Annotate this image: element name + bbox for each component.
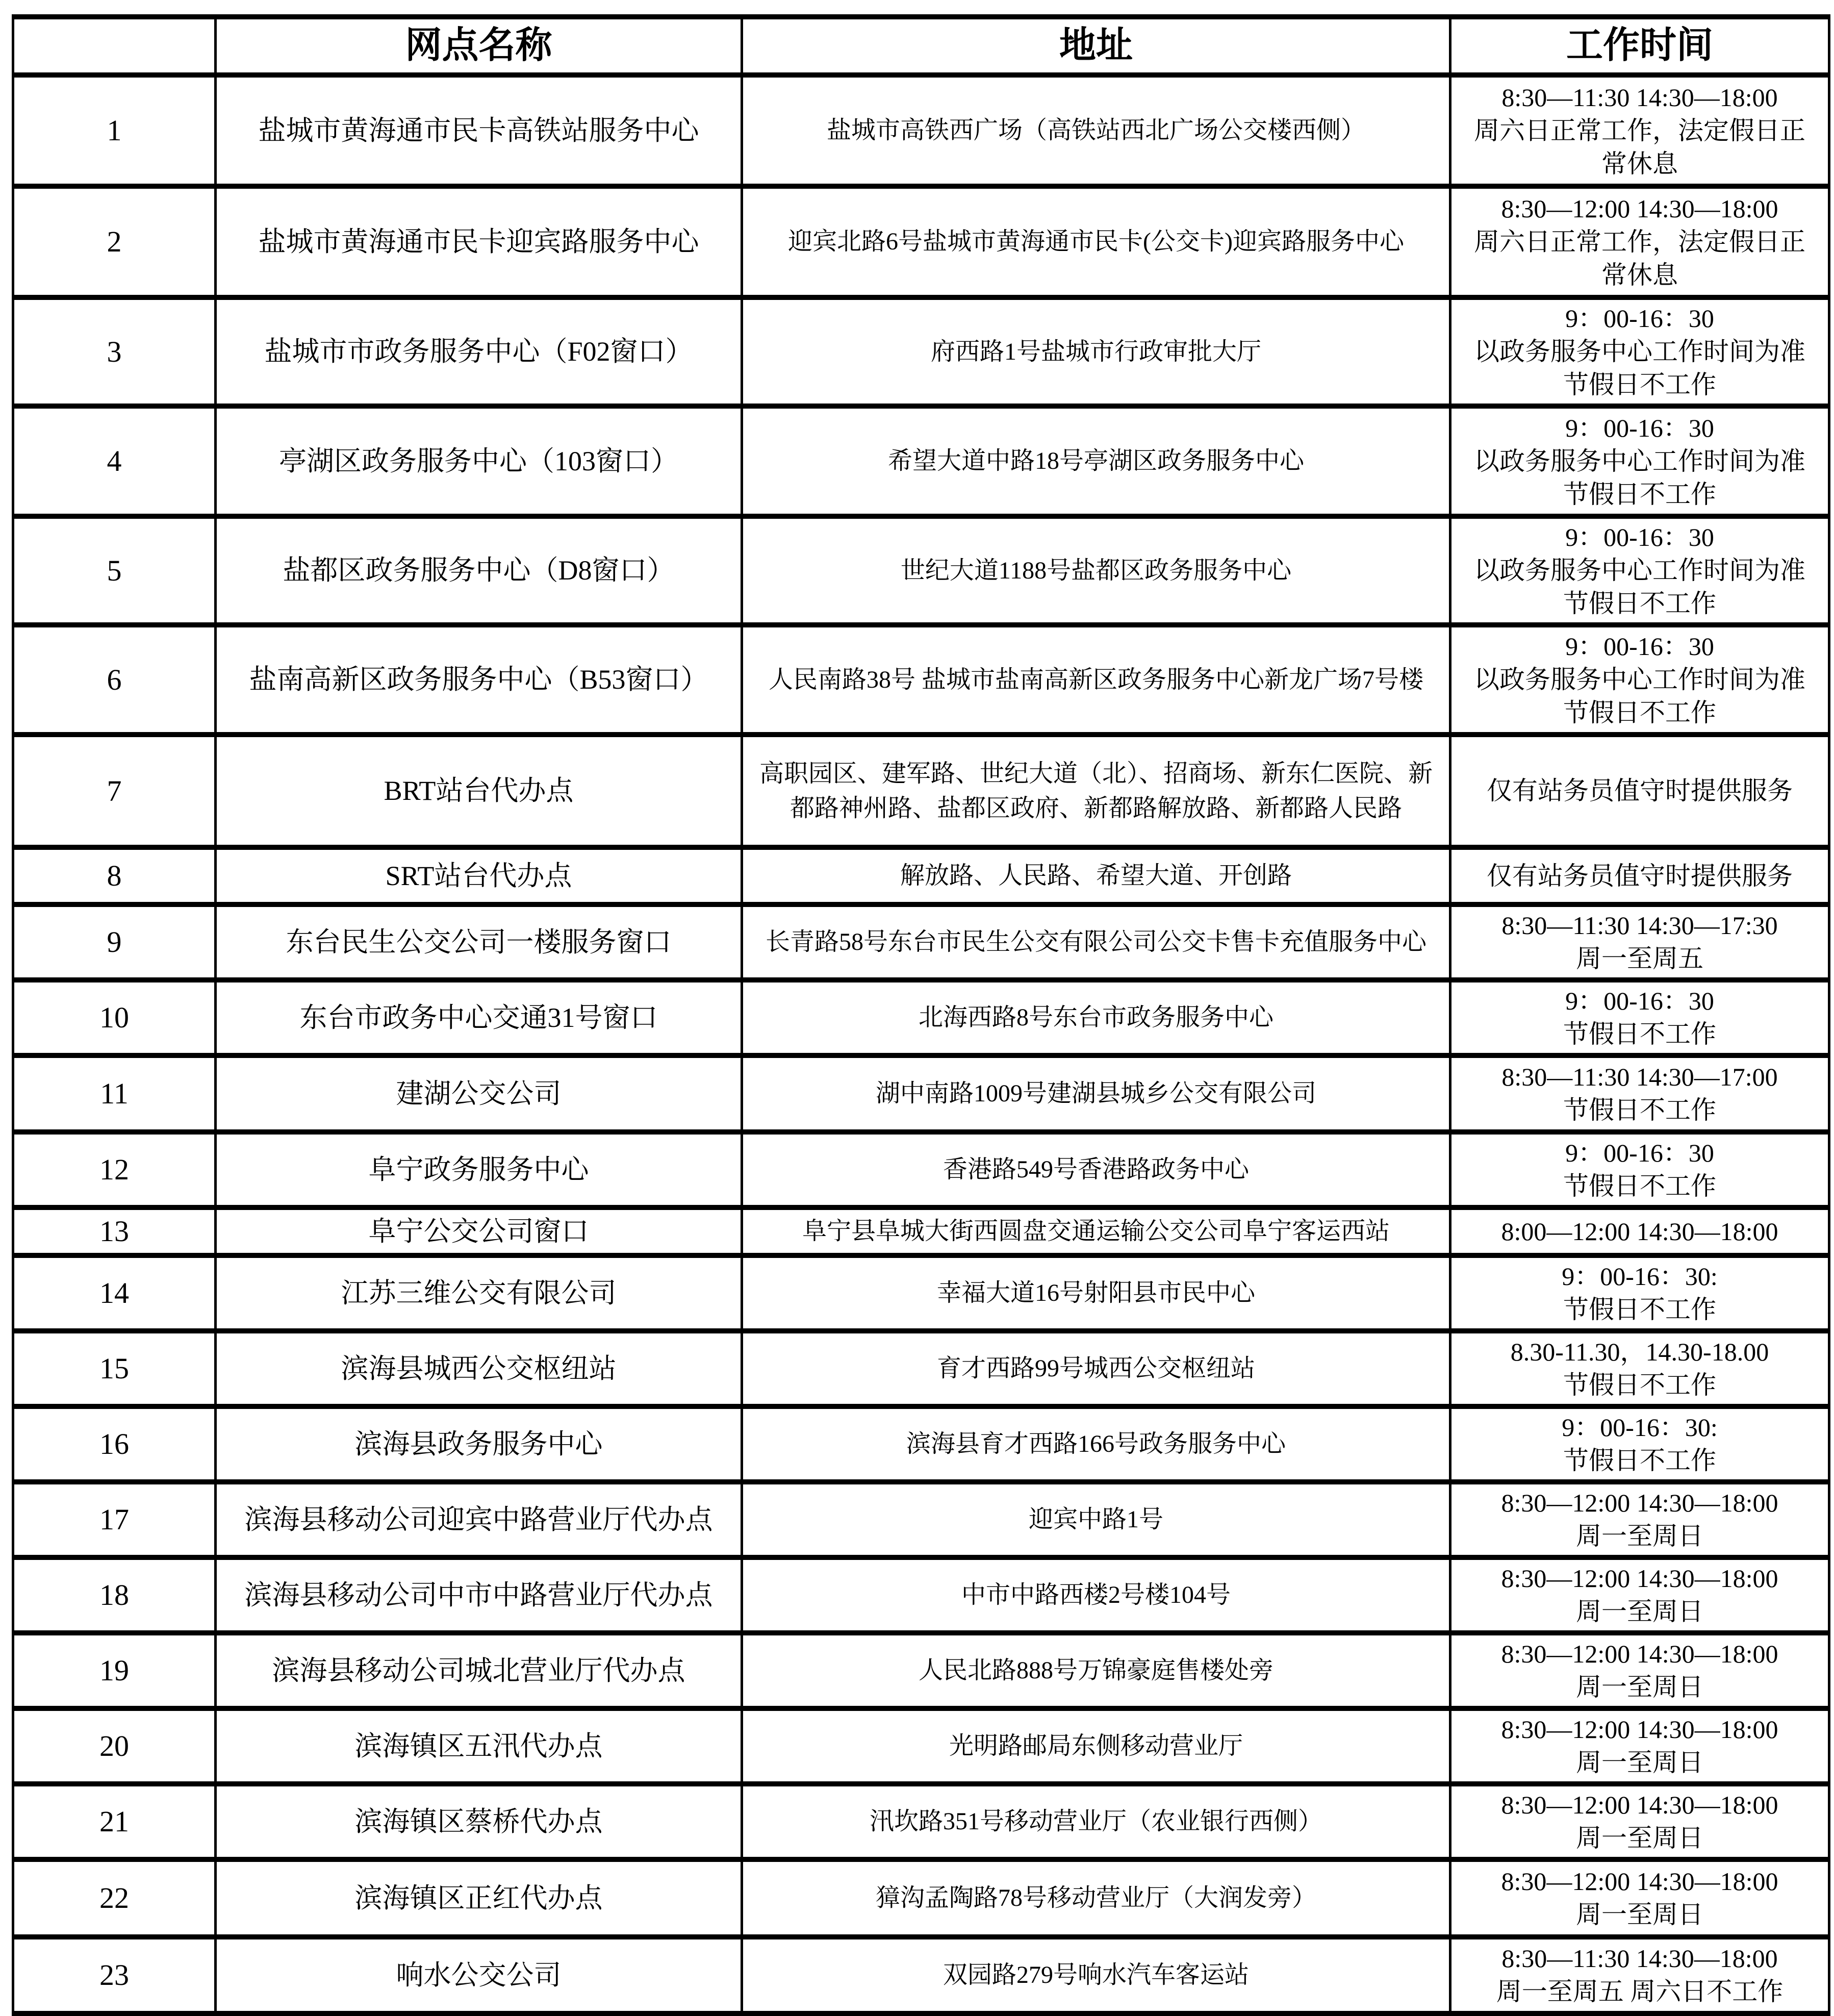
working-hours-cell — [1450, 847, 1829, 904]
row-number-cell: 5 — [13, 516, 216, 625]
working-hours-cell — [1450, 980, 1829, 1055]
working-hours-cell — [1450, 1132, 1829, 1207]
hours-line: 以政务服务中心工作时间为准 — [1474, 337, 1805, 366]
table-row — [13, 1255, 1829, 1331]
row-number-cell: 7 — [13, 735, 216, 847]
table-row — [13, 1132, 1829, 1207]
hours-line: 8:30—11:30 14:30—18:00 — [1501, 83, 1778, 112]
address-cell: 迎宾中路1号 — [742, 1482, 1450, 1557]
header-working-hours: 工作时间 — [1450, 17, 1829, 75]
row-number-cell: 14 — [13, 1255, 216, 1331]
working-hours-cell — [1450, 1937, 1829, 2013]
hours-line: 9：00-16：30: — [1562, 1262, 1718, 1291]
working-hours-cell — [1450, 1331, 1829, 1406]
row-number-cell: 4 — [13, 406, 216, 516]
working-hours-cell — [1450, 297, 1829, 406]
address-cell: 盐城市高铁西广场（高铁站西北广场公交楼西侧） — [742, 75, 1450, 186]
address-cell: 人民北路888号万锦豪庭售楼处旁 — [742, 1633, 1450, 1708]
hours-line: 周一至周日 — [1576, 1597, 1703, 1626]
row-number-cell: 9 — [13, 904, 216, 980]
table-row — [13, 1055, 1829, 1132]
table-body — [13, 75, 1829, 2013]
table-row — [13, 1633, 1829, 1708]
branch-name-cell: 滨海镇区正红代办点 — [216, 1859, 742, 1937]
row-number-cell: 6 — [13, 625, 216, 735]
hours-line: 节假日不工作 — [1563, 1172, 1716, 1200]
hours-line: 9：00-16：30 — [1565, 632, 1714, 661]
header-address: 地址 — [742, 17, 1450, 75]
row-number-cell: 22 — [13, 1859, 216, 1937]
address-cell: 光明路邮局东侧移动营业厅 — [742, 1708, 1450, 1784]
hours-line: 8.30-11.30，14.30-18.00 — [1510, 1338, 1769, 1366]
hours-line: 周一至周五 周六日不工作 — [1496, 1977, 1784, 2006]
branch-name-cell: 亭湖区政务服务中心（103窗口） — [216, 406, 742, 516]
hours-line: 节假日不工作 — [1563, 480, 1716, 509]
row-number-cell: 18 — [13, 1557, 216, 1633]
branch-name-cell: 盐南高新区政务服务中心（B53窗口） — [216, 625, 742, 735]
address-cell: 幸福大道16号射阳县市民中心 — [742, 1255, 1450, 1331]
address-cell: 香港路549号香港路政务中心 — [742, 1132, 1450, 1207]
address-cell: 汛坎路351号移动营业厅（农业银行西侧） — [742, 1784, 1450, 1859]
header-branch-name: 网点名称 — [216, 17, 742, 75]
table-row — [13, 904, 1829, 980]
working-hours-cell — [1450, 1482, 1829, 1557]
working-hours-cell — [1450, 904, 1829, 980]
branch-name-cell: 滨海县移动公司迎宾中路营业厅代办点 — [216, 1482, 742, 1557]
header-row-number — [13, 17, 216, 75]
table-row — [13, 1708, 1829, 1784]
row-number-cell: 1 — [13, 75, 216, 186]
table-row — [13, 186, 1829, 297]
table-row — [13, 1859, 1829, 1937]
working-hours-cell — [1450, 1859, 1829, 1937]
branch-name-cell: 盐城市市政务服务中心（F02窗口） — [216, 297, 742, 406]
hours-line: 8:30—11:30 14:30—17:30 — [1501, 911, 1778, 940]
table-row — [13, 1482, 1829, 1557]
table-header — [13, 17, 1829, 75]
branch-name-cell: 滨海县政务服务中心 — [216, 1406, 742, 1482]
hours-line: 8:30—12:00 14:30—18:00 — [1501, 1489, 1778, 1517]
branch-name-cell: 滨海镇区五汛代办点 — [216, 1708, 742, 1784]
working-hours-cell — [1450, 186, 1829, 297]
hours-line: 周一至周日 — [1576, 1824, 1703, 1852]
address-cell: 人民南路38号 盐城市盐南高新区政务服务中心新龙广场7号楼 — [742, 625, 1450, 735]
row-number-cell: 13 — [13, 1207, 216, 1255]
row-number-cell: 3 — [13, 297, 216, 406]
hours-line: 8:30—12:00 14:30—18:00 — [1501, 194, 1778, 223]
table-row — [13, 1784, 1829, 1859]
branch-name-cell: 滨海县移动公司城北营业厅代办点 — [216, 1633, 742, 1708]
branch-name-cell: 盐城市黄海通市民卡迎宾路服务中心 — [216, 186, 742, 297]
address-cell: 育才西路99号城西公交枢纽站 — [742, 1331, 1450, 1406]
hours-line: 9：00-16：30 — [1565, 987, 1714, 1015]
table-row — [13, 1331, 1829, 1406]
hours-line: 8:30—12:00 14:30—18:00 — [1501, 1564, 1778, 1593]
branch-name-cell: 滨海县城西公交枢纽站 — [216, 1331, 742, 1406]
row-number-cell: 17 — [13, 1482, 216, 1557]
table-row — [13, 1207, 1829, 1255]
address-cell: 双园路279号响水汽车客运站 — [742, 1937, 1450, 2013]
address-cell: 府西路1号盐城市行政审批大厅 — [742, 297, 1450, 406]
row-number-cell: 23 — [13, 1937, 216, 2013]
branch-name-cell: 建湖公交公司 — [216, 1055, 742, 1132]
working-hours-cell — [1450, 735, 1829, 847]
hours-line: 节假日不工作 — [1563, 370, 1716, 399]
address-cell: 中市中路西楼2号楼104号 — [742, 1557, 1450, 1633]
address-cell: 阜宁县阜城大街西圆盘交通运输公交公司阜宁客运西站 — [742, 1207, 1450, 1255]
hours-line: 9：00-16：30 — [1565, 523, 1714, 551]
row-number-cell: 20 — [13, 1708, 216, 1784]
working-hours-cell — [1450, 1255, 1829, 1331]
address-cell: 北海西路8号东台市政务服务中心 — [742, 980, 1450, 1055]
branch-name-cell: 响水公交公司 — [216, 1937, 742, 2013]
row-number-cell: 11 — [13, 1055, 216, 1132]
hours-line: 8:30—11:30 14:30—18:00 — [1501, 1944, 1778, 1973]
hours-line: 8:30—12:00 14:30—18:00 — [1501, 1791, 1778, 1819]
hours-line: 周一至周五 — [1576, 944, 1703, 973]
address-cell: 解放路、人民路、希望大道、开创路 — [742, 847, 1450, 904]
table-row — [13, 516, 1829, 625]
hours-line: 仅有站务员值守时提供服务 — [1487, 861, 1793, 890]
hours-line: 节假日不工作 — [1563, 698, 1716, 727]
hours-line: 周六日正常工作，法定假日正常休息 — [1474, 227, 1805, 289]
branch-name-cell: 滨海镇区蔡桥代办点 — [216, 1784, 742, 1859]
row-number-cell: 15 — [13, 1331, 216, 1406]
branch-name-cell: 东台民生公交公司一楼服务窗口 — [216, 904, 742, 980]
working-hours-cell — [1450, 625, 1829, 735]
hours-line: 8:30—11:30 14:30—17:00 — [1501, 1063, 1778, 1091]
hours-line: 8:30—12:00 14:30—18:00 — [1501, 1867, 1778, 1896]
hours-line: 9：00-16：30 — [1565, 413, 1714, 442]
address-cell: 迎宾北路6号盐城市黄海通市民卡(公交卡)迎宾路服务中心 — [742, 186, 1450, 297]
working-hours-cell — [1450, 1055, 1829, 1132]
address-cell: 高职园区、建军路、世纪大道（北）、招商场、新东仁医院、新都路神州路、盐都区政府、新都路解放路、新都路人民路 — [742, 735, 1450, 847]
hours-line: 8:00—12:00 14:30—18:00 — [1501, 1217, 1778, 1246]
table-row — [13, 625, 1829, 735]
branch-name-cell: 江苏三维公交有限公司 — [216, 1255, 742, 1331]
hours-line: 周一至周日 — [1576, 1522, 1703, 1550]
row-number-cell: 8 — [13, 847, 216, 904]
table-row — [13, 980, 1829, 1055]
branch-name-cell: 东台市政务中心交通31号窗口 — [216, 980, 742, 1055]
address-cell: 獐沟孟陶路78号移动营业厅（大润发旁） — [742, 1859, 1450, 1937]
working-hours-cell — [1450, 1708, 1829, 1784]
hours-line: 周一至周日 — [1576, 1673, 1703, 1701]
table-row — [13, 735, 1829, 847]
branch-name-cell: 阜宁公交公司窗口 — [216, 1207, 742, 1255]
hours-line: 以政务服务中心工作时间为准 — [1474, 446, 1805, 475]
hours-line: 节假日不工作 — [1563, 1020, 1716, 1048]
table-row — [13, 1557, 1829, 1633]
working-hours-cell — [1450, 1633, 1829, 1708]
address-cell: 希望大道中路18号亭湖区政务服务中心 — [742, 406, 1450, 516]
hours-line: 周六日正常工作，法定假日正常休息 — [1474, 116, 1805, 178]
row-number-cell: 16 — [13, 1406, 216, 1482]
branch-name-cell: 盐城市黄海通市民卡高铁站服务中心 — [216, 75, 742, 186]
table-row — [13, 847, 1829, 904]
branch-name-cell: 阜宁政务服务中心 — [216, 1132, 742, 1207]
hours-line: 以政务服务中心工作时间为准 — [1474, 665, 1805, 694]
hours-line: 9：00-16：30 — [1565, 1139, 1714, 1167]
address-cell: 长青路58号东台市民生公交有限公司公交卡售卡充值服务中心 — [742, 904, 1450, 980]
table-row — [13, 1406, 1829, 1482]
working-hours-cell — [1450, 1557, 1829, 1633]
hours-line: 9：00-16：30: — [1562, 1413, 1718, 1442]
working-hours-cell — [1450, 75, 1829, 186]
row-number-cell: 2 — [13, 186, 216, 297]
table-row — [13, 75, 1829, 186]
working-hours-cell — [1450, 1207, 1829, 1255]
hours-line: 节假日不工作 — [1563, 589, 1716, 618]
hours-line: 8:30—12:00 14:30—18:00 — [1501, 1640, 1778, 1668]
hours-line: 节假日不工作 — [1563, 1096, 1716, 1124]
working-hours-cell — [1450, 516, 1829, 625]
table-row — [13, 406, 1829, 516]
hours-line: 周一至周日 — [1576, 1900, 1703, 1929]
branch-name-cell: 滨海县移动公司中市中路营业厅代办点 — [216, 1557, 742, 1633]
hours-line: 节假日不工作 — [1563, 1295, 1716, 1324]
row-number-cell: 10 — [13, 980, 216, 1055]
address-cell: 滨海县育才西路166号政务服务中心 — [742, 1406, 1450, 1482]
hours-line: 节假日不工作 — [1563, 1371, 1716, 1399]
branch-name-cell: SRT站台代办点 — [216, 847, 742, 904]
branch-name-cell: BRT站台代办点 — [216, 735, 742, 847]
address-cell: 湖中南路1009号建湖县城乡公交有限公司 — [742, 1055, 1450, 1132]
hours-line: 仅有站务员值守时提供服务 — [1487, 776, 1793, 805]
hours-line: 以政务服务中心工作时间为准 — [1474, 556, 1805, 585]
row-number-cell: 21 — [13, 1784, 216, 1859]
header-row — [13, 17, 1829, 75]
hours-line: 周一至周日 — [1576, 1748, 1703, 1777]
service-centers-table — [12, 14, 1830, 2016]
working-hours-cell — [1450, 1784, 1829, 1859]
hours-line: 8:30—12:00 14:30—18:00 — [1501, 1715, 1778, 1744]
branch-name-cell: 盐都区政务服务中心（D8窗口） — [216, 516, 742, 625]
working-hours-cell — [1450, 1406, 1829, 1482]
address-cell: 世纪大道1188号盐都区政务服务中心 — [742, 516, 1450, 625]
row-number-cell: 19 — [13, 1633, 216, 1708]
working-hours-cell — [1450, 406, 1829, 516]
table-row — [13, 1937, 1829, 2013]
hours-line: 9：00-16：30 — [1565, 304, 1714, 333]
row-number-cell: 12 — [13, 1132, 216, 1207]
table-row — [13, 297, 1829, 406]
hours-line: 节假日不工作 — [1563, 1446, 1716, 1475]
